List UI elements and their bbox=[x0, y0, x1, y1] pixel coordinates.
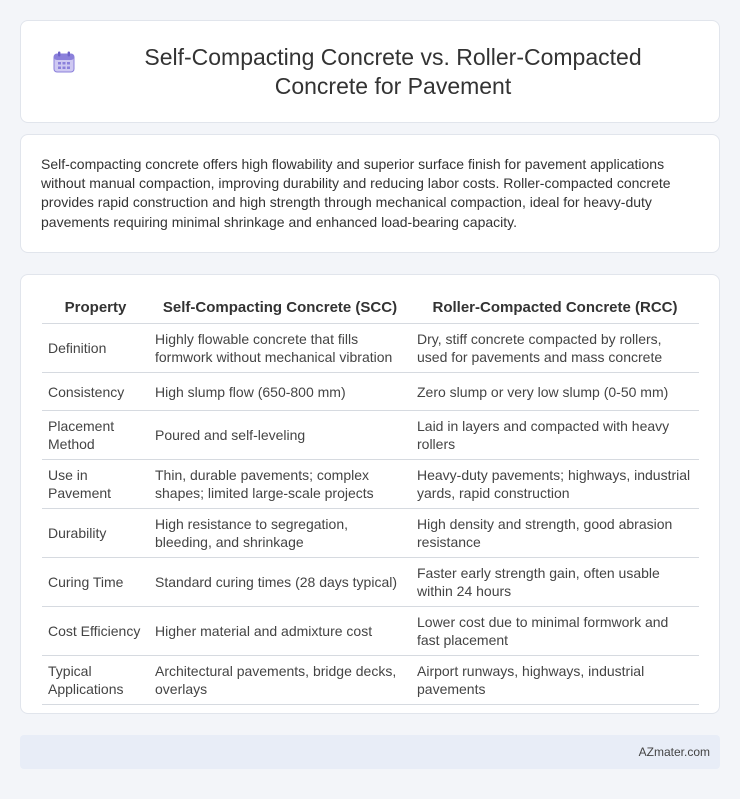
row-scc-value: High resistance to segregation, bleeding, and shrinkage bbox=[149, 509, 411, 558]
row-property: Cost Efficiency bbox=[42, 607, 149, 656]
table-row bbox=[42, 509, 699, 558]
row-property: Durability bbox=[42, 509, 149, 558]
row-property: Placement Method bbox=[42, 411, 149, 460]
row-scc-value: Architectural pavements, bridge decks, overlays bbox=[149, 656, 411, 705]
footer-brand: AZmater.com bbox=[638, 745, 710, 759]
table-row bbox=[42, 324, 699, 373]
row-scc-value: Standard curing times (28 days typical) bbox=[149, 558, 411, 607]
row-scc-value: Thin, durable pavements; complex shapes; limited large-scale projects bbox=[149, 460, 411, 509]
header-rcc: Roller-Compacted Concrete (RCC) bbox=[411, 291, 699, 324]
table-row bbox=[42, 656, 699, 705]
header-property: Property bbox=[42, 291, 149, 324]
table-row bbox=[42, 373, 699, 411]
row-scc-value: Higher material and admixture cost bbox=[149, 607, 411, 656]
row-rcc-value: Dry, stiff concrete compacted by rollers, used for pavements and mass concrete bbox=[411, 324, 699, 373]
table-row bbox=[42, 460, 699, 509]
row-scc-value: High slump flow (650-800 mm) bbox=[149, 373, 411, 411]
header-scc: Self-Compacting Concrete (SCC) bbox=[149, 291, 411, 324]
row-rcc-value: Lower cost due to minimal formwork and fast placement bbox=[411, 607, 699, 656]
row-rcc-value: High density and strength, good abrasion resistance bbox=[411, 509, 699, 558]
row-rcc-value: Laid in layers and compacted with heavy rollers bbox=[411, 411, 699, 460]
comparison-table bbox=[42, 291, 699, 705]
table-row bbox=[42, 558, 699, 607]
row-rcc-value: Airport runways, highways, industrial pavements bbox=[411, 656, 699, 705]
row-property: Curing Time bbox=[42, 558, 149, 607]
row-property: Definition bbox=[42, 324, 149, 373]
table-header-row bbox=[42, 291, 699, 324]
table-row bbox=[42, 411, 699, 460]
summary-card bbox=[20, 134, 720, 253]
summary-text: Self-compacting concrete offers high flowability and superior surface finish for pavement applications without manual compaction, improving durability and reducing labor costs. Roller-compacted concrete provides rapid construction and high strength through mechanical compaction, ideal for heavy-duty pavements requiring minimal shrinkage and enhanced load-bearing capacity. bbox=[41, 156, 671, 230]
row-rcc-value: Faster early strength gain, often usable within 24 hours bbox=[411, 558, 699, 607]
row-scc-value: Poured and self-leveling bbox=[149, 411, 411, 460]
row-rcc-value: Zero slump or very low slump (0-50 mm) bbox=[411, 373, 699, 411]
row-property: Use in Pavement bbox=[42, 460, 149, 509]
footer bbox=[20, 735, 720, 769]
table-row bbox=[42, 607, 699, 656]
comparison-table-card bbox=[20, 274, 720, 714]
calendar-icon bbox=[51, 49, 77, 75]
row-rcc-value: Heavy-duty pavements; highways, industrial yards, rapid construction bbox=[411, 460, 699, 509]
row-property: Consistency bbox=[42, 373, 149, 411]
row-property: Typical Applications bbox=[42, 656, 149, 705]
title-card bbox=[20, 20, 720, 123]
row-scc-value: Highly flowable concrete that fills formwork without mechanical vibration bbox=[149, 324, 411, 373]
page-title: Self-Compacting Concrete vs. Roller-Compacted Concrete for Pavement bbox=[144, 43, 642, 99]
